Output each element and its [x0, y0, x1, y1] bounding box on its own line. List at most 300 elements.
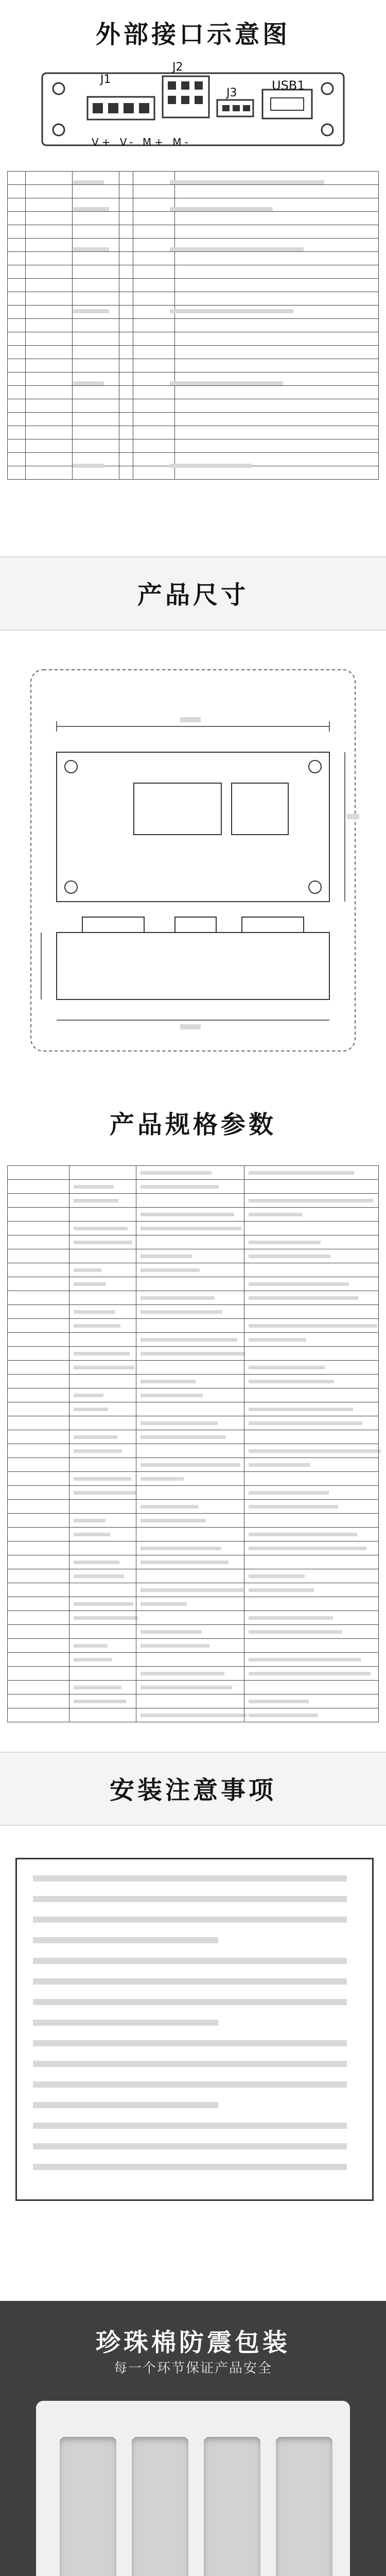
table-text-placeholder [170, 207, 273, 211]
spec-table-cell [136, 1486, 244, 1500]
spec-table-cell [69, 1305, 136, 1319]
table-text-placeholder [249, 1199, 373, 1202]
spec-table-cell [69, 1583, 136, 1597]
spec-table-cell [8, 1681, 69, 1694]
spec-table-cell [69, 1166, 136, 1180]
spec-table-row [8, 1430, 379, 1444]
table-text-placeholder [249, 1324, 377, 1328]
spec-table-row [8, 1222, 379, 1235]
spec-table-cell [8, 1472, 69, 1486]
table-text-placeholder [74, 1700, 126, 1703]
spec-table-cell [136, 1277, 244, 1291]
spec-table-cell [136, 1291, 244, 1305]
wiring-title: 外部接口示意图 [95, 20, 290, 49]
spec-table-cell [136, 1583, 244, 1597]
spec-table-cell [136, 1667, 244, 1681]
spec-table-cell [8, 1235, 69, 1249]
spec-table-cell [136, 1514, 244, 1528]
foam-pocket [204, 2437, 260, 2576]
spec-table-cell [136, 1194, 244, 1208]
spec-table-cell [244, 1639, 378, 1653]
spec-table-cell [244, 1653, 378, 1667]
spec-table-cell [8, 1569, 69, 1583]
spec-table-row [8, 1249, 379, 1263]
spec-table-cell [244, 1458, 378, 1472]
install-notes-box [15, 1858, 374, 2201]
spec-table-row [8, 1694, 379, 1708]
spec-table-row [8, 1305, 379, 1319]
spec-table-cell [136, 1305, 244, 1319]
spec-table-cell [8, 1416, 69, 1430]
spec-table-cell [244, 1319, 378, 1333]
spec-table-cell [8, 1305, 69, 1319]
spec-table-cell [8, 1402, 69, 1416]
notice-text-placeholder [33, 2081, 347, 2088]
table-text-placeholder [141, 1505, 199, 1509]
spec-table-cell [136, 1263, 244, 1277]
spec-table-cell [136, 1180, 244, 1194]
table-text-placeholder [249, 1630, 342, 1634]
spec-table-row [8, 1653, 379, 1667]
table-text-placeholder [74, 1408, 108, 1411]
notice-text-placeholder [33, 1896, 347, 1902]
spec-table-cell [69, 1625, 136, 1639]
spec-table-cell [244, 1667, 378, 1681]
foam-pocket [60, 2437, 116, 2576]
spec-table-row [8, 1486, 379, 1500]
spec-table-row [8, 1388, 379, 1402]
spec-table-cell [136, 1430, 244, 1444]
spec-table-cell [69, 1708, 136, 1722]
table-text-placeholder [249, 1714, 318, 1717]
spec-table-cell [244, 1541, 378, 1555]
spec-table-cell [136, 1625, 244, 1639]
spec-table-cell [136, 1402, 244, 1416]
table-text-placeholder [73, 464, 104, 468]
spec-table-row [8, 1319, 379, 1333]
spec-table-cell [69, 1653, 136, 1667]
connection-table [7, 171, 379, 480]
spec-table-row [8, 1541, 379, 1555]
dimension-label-placeholder [347, 814, 359, 819]
spec-table-cell [8, 1194, 69, 1208]
spec-table-cell [69, 1486, 136, 1500]
spec-table-cell [244, 1194, 378, 1208]
table-text-placeholder [74, 1324, 120, 1328]
table-text-placeholder [249, 1700, 309, 1703]
table-text-placeholder [73, 309, 109, 313]
notice-text-placeholder [33, 2102, 218, 2108]
spec-table-cell [244, 1514, 378, 1528]
spec-table-cell [244, 1583, 378, 1597]
spec-table-row [8, 1583, 379, 1597]
spec-table-cell [69, 1208, 136, 1222]
spec-table-cell [69, 1291, 136, 1305]
table-text-placeholder [141, 1380, 195, 1383]
spec-table-cell [244, 1361, 378, 1375]
spec-table-cell [8, 1653, 69, 1667]
table-text-placeholder [141, 1255, 192, 1258]
spec-table-cell [69, 1541, 136, 1555]
table-text-placeholder [74, 1310, 115, 1314]
spec-table-cell [8, 1208, 69, 1222]
spec-table-row [8, 1277, 379, 1291]
table-text-placeholder [141, 1588, 243, 1592]
spec-table-cell [69, 1528, 136, 1541]
spec-table-row [8, 1235, 379, 1249]
spec-table-cell [8, 1597, 69, 1611]
table-text-placeholder [170, 464, 252, 468]
table-text-placeholder [249, 1213, 302, 1216]
table-text-placeholder [141, 1686, 232, 1689]
spec-table-cell [69, 1361, 136, 1375]
table-text-placeholder [74, 1199, 118, 1202]
notice-text-placeholder [33, 2061, 347, 2067]
spec-table-cell [244, 1347, 378, 1361]
notice-text-placeholder [33, 1875, 347, 1882]
spec-table-cell [69, 1235, 136, 1249]
spec-table-row [8, 1639, 379, 1653]
spec-table-cell [69, 1611, 136, 1625]
table-text-placeholder [73, 381, 104, 385]
table-text-placeholder [74, 1686, 121, 1689]
spec-table-cell [8, 1319, 69, 1333]
spec-table-row [8, 1180, 379, 1194]
connector-usb-label: USB1 [272, 78, 305, 93]
spec-table-cell [244, 1416, 378, 1430]
spec-table-cell [8, 1361, 69, 1375]
spec-table-cell [8, 1514, 69, 1528]
table-text-placeholder [74, 1366, 134, 1369]
spec-table-row [8, 1667, 379, 1681]
spec-table-cell [69, 1555, 136, 1569]
notice-text-placeholder [33, 1958, 347, 1964]
table-text-placeholder [74, 1282, 106, 1286]
spec-table-cell [69, 1597, 136, 1611]
connector-j3-label: J3 [226, 87, 237, 99]
notice-text-placeholder [33, 2123, 347, 2129]
spec-table-cell [244, 1625, 378, 1639]
table-text-placeholder [74, 1352, 129, 1355]
spec-table-cell [244, 1235, 378, 1249]
spec-table-cell [8, 1166, 69, 1180]
spec-table-cell [8, 1667, 69, 1681]
dimensions-title: 产品尺寸 [137, 581, 249, 609]
spec-table-row [8, 1708, 379, 1722]
table-text-placeholder [249, 1380, 335, 1383]
spec-table-cell [69, 1458, 136, 1472]
notice-text-placeholder [33, 2143, 347, 2149]
table-text-placeholder [141, 1171, 212, 1175]
spec-table-cell [244, 1249, 378, 1263]
table-text-placeholder [74, 1561, 119, 1564]
spec-table-cell [69, 1333, 136, 1347]
table-text-placeholder [170, 309, 293, 313]
spec-table-cell [136, 1235, 244, 1249]
table-text-placeholder [74, 1491, 136, 1495]
table-text-placeholder [74, 1602, 133, 1606]
spec-table-cell [136, 1555, 244, 1569]
table-text-placeholder [141, 1547, 221, 1550]
spec-table-cell [8, 1458, 69, 1472]
spec-table-cell [69, 1416, 136, 1430]
spec-table-row [8, 1625, 379, 1639]
spec-table-cell [136, 1222, 244, 1235]
spec-table-cell [69, 1319, 136, 1333]
spec-table-cell [136, 1528, 244, 1541]
spec-table-cell [136, 1458, 244, 1472]
table-text-placeholder [249, 1672, 371, 1675]
table-text-placeholder [73, 207, 109, 211]
table-text-placeholder [74, 1435, 117, 1439]
table-text-placeholder [74, 1477, 131, 1481]
spec-table-cell [69, 1347, 136, 1361]
spec-table-cell [244, 1611, 378, 1625]
packaging-title: 珍珠棉防震包装 [95, 2328, 290, 2357]
table-text-placeholder [249, 1588, 314, 1592]
table-text-placeholder [141, 1477, 183, 1481]
spec-table-row [8, 1291, 379, 1305]
table-text-placeholder [74, 1616, 138, 1620]
spec-table-row [8, 1611, 379, 1625]
spec-table-row [8, 1347, 379, 1361]
spec-table-cell [244, 1708, 378, 1722]
spec-table-row [8, 1472, 379, 1486]
spec-table-cell [244, 1263, 378, 1277]
spec-table-cell [69, 1249, 136, 1263]
table-text-placeholder [141, 1435, 225, 1439]
spec-table-cell [69, 1402, 136, 1416]
table-text-placeholder [141, 1630, 202, 1634]
spec-table-cell [244, 1528, 378, 1541]
spec-table-cell [8, 1708, 69, 1722]
spec-table-cell [8, 1555, 69, 1569]
spec-table-cell [8, 1639, 69, 1653]
table-text-placeholder [74, 1449, 122, 1453]
spec-table-cell [136, 1361, 244, 1375]
spec-table-cell [244, 1222, 378, 1235]
spec-table-cell [244, 1569, 378, 1583]
table-text-placeholder [141, 1421, 218, 1425]
spec-table-cell [136, 1639, 244, 1653]
spec-table-cell [8, 1611, 69, 1625]
spec-table-cell [8, 1528, 69, 1541]
spec-table-cell [244, 1444, 378, 1458]
table-text-placeholder [249, 1282, 349, 1286]
spec-table-cell [244, 1555, 378, 1569]
table-text-placeholder [141, 1463, 240, 1467]
table-text-placeholder [170, 180, 324, 184]
spec-table-cell [244, 1500, 378, 1514]
pin-labels: V+ V- M+ M- [92, 136, 191, 148]
spec-table-cell [69, 1514, 136, 1528]
spec-table-cell [136, 1569, 244, 1583]
spec-table-cell [8, 1694, 69, 1708]
table-text-placeholder [249, 1338, 306, 1342]
table-text-placeholder [249, 1241, 321, 1244]
spec-table-cell [244, 1388, 378, 1402]
spec-table-cell [69, 1667, 136, 1681]
spec-table-row [8, 1263, 379, 1277]
spec-table-cell [244, 1472, 378, 1486]
spec-table-cell [8, 1277, 69, 1291]
spec-table-cell [136, 1611, 244, 1625]
spec-table-cell [8, 1249, 69, 1263]
spec-table-cell [8, 1500, 69, 1514]
spec-table [7, 1165, 379, 1722]
spec-table-cell [244, 1208, 378, 1222]
spec-table-cell [136, 1416, 244, 1430]
spec-table-cell [136, 1319, 244, 1333]
spec-table-cell [69, 1569, 136, 1583]
spec-table-cell [69, 1444, 136, 1458]
table-text-placeholder [249, 1463, 310, 1467]
notice-text-placeholder [33, 2040, 347, 2046]
spec-table-row [8, 1375, 379, 1388]
spec-table-cell [136, 1541, 244, 1555]
table-text-placeholder [249, 1366, 325, 1369]
table-text-placeholder [249, 1491, 329, 1495]
table-text-placeholder [249, 1171, 355, 1175]
spec-table-cell [244, 1430, 378, 1444]
spec-table-cell [69, 1194, 136, 1208]
spec-table-cell [136, 1500, 244, 1514]
table-text-placeholder [170, 247, 304, 251]
spec-table-row [8, 1569, 379, 1583]
table-text-placeholder [141, 1602, 187, 1606]
spec-table-cell [8, 1263, 69, 1277]
table-text-placeholder [249, 1658, 361, 1662]
spec-table-row [8, 1528, 379, 1541]
table-text-placeholder [249, 1296, 358, 1300]
spec-table-row [8, 1555, 379, 1569]
spec-table-cell [8, 1347, 69, 1361]
table-text-placeholder [249, 1505, 338, 1509]
spec-table-cell [69, 1180, 136, 1194]
connector-j2-label: J2 [172, 61, 183, 74]
table-text-placeholder [249, 1547, 366, 1550]
spec-table-cell [244, 1597, 378, 1611]
spec-table-row [8, 1681, 379, 1694]
table-text-placeholder [249, 1408, 353, 1411]
foam-pocket [276, 2437, 332, 2576]
spec-table-cell [136, 1249, 244, 1263]
spec-table-cell [244, 1291, 378, 1305]
table-text-placeholder [141, 1394, 203, 1397]
notice-text-placeholder [33, 1999, 347, 2005]
spec-table-cell [244, 1375, 378, 1388]
spec-table-cell [136, 1597, 244, 1611]
spec-table-cell [8, 1333, 69, 1347]
spec-table-cell [136, 1472, 244, 1486]
spec-table-cell [8, 1486, 69, 1500]
spec-table-cell [8, 1388, 69, 1402]
spec-table-row [8, 1402, 379, 1416]
spec-table-row [8, 1333, 379, 1347]
spec-table-row [8, 1458, 379, 1472]
dimension-label-placeholder [180, 1024, 201, 1029]
spec-table-row [8, 1416, 379, 1430]
table-text-placeholder [249, 1533, 357, 1536]
table-text-placeholder [74, 1394, 103, 1397]
spec-table-cell [244, 1681, 378, 1694]
table-text-placeholder [141, 1213, 234, 1216]
notice-text-placeholder [33, 1917, 347, 1923]
spec-table-cell [136, 1166, 244, 1180]
spec-table-cell [136, 1388, 244, 1402]
spec-table-cell [8, 1375, 69, 1388]
table-text-placeholder [141, 1296, 215, 1300]
spec-table-cell [8, 1541, 69, 1555]
table-text-placeholder [74, 1227, 128, 1230]
table-text-placeholder [141, 1185, 219, 1189]
spec-table-cell [136, 1694, 244, 1708]
table-text-placeholder [249, 1421, 362, 1425]
spec-table-row [8, 1361, 379, 1375]
spec-table-row [8, 1208, 379, 1222]
spec-table-cell [8, 1625, 69, 1639]
spec-table-cell [244, 1402, 378, 1416]
spec-table-cell [69, 1472, 136, 1486]
table-text-placeholder [74, 1644, 108, 1648]
packaging-subtitle: 每一个环节保证产品安全 [113, 2361, 272, 2376]
spec-table-cell [136, 1333, 244, 1347]
table-text-placeholder [141, 1644, 209, 1648]
spec-table-cell [69, 1681, 136, 1694]
spec-table-cell [136, 1444, 244, 1458]
spec-table-row [8, 1166, 379, 1180]
spec-table-cell [244, 1166, 378, 1180]
spec-table-row [8, 1500, 379, 1514]
spec-table-cell [136, 1681, 244, 1694]
table-text-placeholder [73, 247, 109, 251]
table-text-placeholder [249, 1449, 381, 1453]
spec-table-cell [69, 1694, 136, 1708]
table-text-placeholder [249, 1616, 333, 1620]
spec-table-row [8, 1514, 379, 1528]
spec-table-cell [136, 1653, 244, 1667]
notice-text-placeholder [33, 2164, 347, 2170]
spec-table-row [8, 1444, 379, 1458]
spec-table-cell [69, 1500, 136, 1514]
table-text-placeholder [141, 1338, 237, 1342]
spec-table-cell [69, 1277, 136, 1291]
spec-table-cell [244, 1277, 378, 1291]
table-text-placeholder [73, 180, 104, 184]
spec-table-cell [69, 1388, 136, 1402]
notice-text-placeholder [33, 1937, 218, 1943]
spec-table-cell [244, 1694, 378, 1708]
foam-pocket [132, 2437, 188, 2576]
table-text-placeholder [74, 1268, 101, 1272]
table-text-placeholder [141, 1352, 244, 1355]
spec-table-cell [8, 1583, 69, 1597]
spec-table-cell [8, 1222, 69, 1235]
spec-table-row [8, 1597, 379, 1611]
spec-table-cell [69, 1430, 136, 1444]
spec-table-cell [244, 1305, 378, 1319]
table-text-placeholder [141, 1227, 241, 1230]
spec-table-cell [136, 1347, 244, 1361]
install-title: 安装注意事项 [109, 1776, 276, 1805]
table-text-placeholder [141, 1268, 200, 1272]
table-text-placeholder [141, 1310, 222, 1314]
spec-table-cell [8, 1444, 69, 1458]
notice-text-placeholder [33, 1978, 347, 1985]
table-text-placeholder [74, 1658, 112, 1662]
table-text-placeholder [141, 1672, 224, 1675]
table-text-placeholder [74, 1519, 106, 1522]
